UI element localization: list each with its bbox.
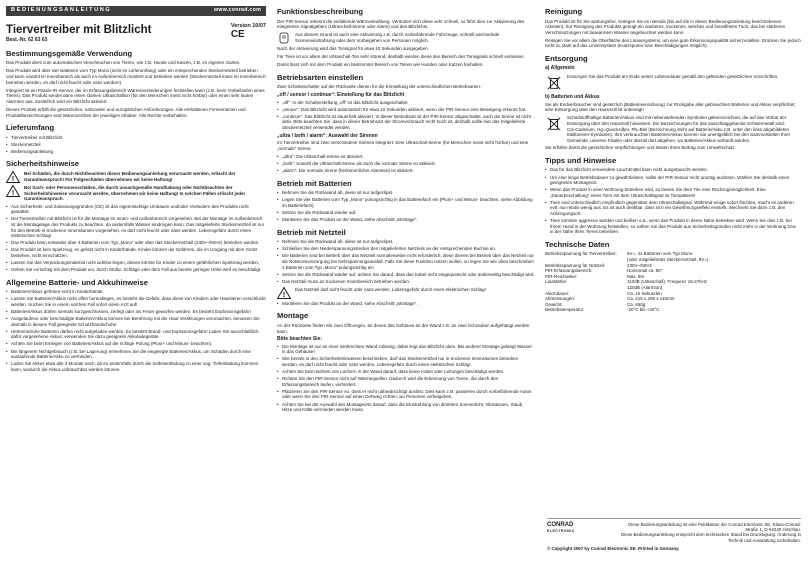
list-item: • Lassen Sie Batterien/Akkus nicht offen herumliegen, es besteht die Gefahr, dass diese von Kindern oder Haustieren verschluckt werden. Suchen Sie in einem solchen Fall sofort einen Arzt auf!	[11, 296, 266, 307]
safety-list	[6, 204, 266, 273]
spec-value: Horizontal ca. 90°	[627, 268, 663, 274]
section-heading: Lieferumfang	[6, 123, 55, 133]
battery-operation-list	[277, 190, 535, 222]
list-item: • Bei längerem Nichtgebrauch (z.B. bei Lagerung) entnehmen Sie die eingelegte Batterien/Akkus, um Schäden durch eine auslaufende Batterie/Akku zu vermeiden.	[11, 349, 266, 360]
warning-icon	[6, 185, 20, 197]
list-item: • Legen Sie vier Batterien vom Typ „Mono“ polungsrichtig in das Batteriefach ein (Plus/+ und Minus/- beachten, siehe Abbildung im Batteriefach).	[282, 197, 535, 208]
paragraph: An der Rückseite finden Sie zwei Öffnungen, an denen das Gehäuse an der Wand z.B. an zwei Schrauben aufgehängt werden kann.	[277, 322, 530, 334]
paragraph: Der PIR-Sensor erkennt die einfallende Wärmestrahlung. Verändert sich diese sehr schnell, so führt dies zur Aktivierung des integrierten Signalgebers (Ultraschall-Sirene oder Alarm) und des Blitzlichts.	[277, 18, 525, 30]
paragraph: Integriert ist ein Passiv-IR-Sensor, der im Erfassungsbereich Wärmeveränderungen feststellen kann (z.B. beim Vorbeilaufen eines Tieres). Das Produkt sendet dann einen starken Ultraschallton (für den Menschen meist nicht hörbar) oder einen sehr lauten Alarmton aus. Zusätzlich wird ein Blitzlicht aktiviert.	[6, 87, 265, 104]
section-heading: Betrieb mit Batterien	[277, 178, 352, 188]
spec-value: Ca. 650g	[627, 301, 646, 307]
subheading: a) Allgemein	[545, 65, 575, 72]
paragraph: Sie als Endverbraucher sind gesetzlich (Batterieverordnung) zur Rückgabe aller gebrauchten Batterien und Akkus verpflichtet; eine Entsorgung über den Hausmüll ist untersagt!	[545, 101, 796, 113]
disposal-text: Entsorgen Sie das Produkt am Ende seiner Lebensdauer gemäß den geltenden gesetzlichen Vorschriften.	[567, 74, 779, 80]
list-item: • Das für das Blitzlicht verwendete Leuchtmittel kann nicht ausgetauscht werden.	[550, 167, 801, 173]
section-heading: Reinigung	[545, 7, 583, 16]
list-item: • Setzen Sie die Rückwand wieder auf.	[282, 210, 535, 216]
list-item: • „off“: In der Schalterstellung „off“ ist das Blitzlicht ausgeschaltet.	[282, 100, 535, 106]
version-label: Version 10/07	[230, 23, 266, 29]
paragraph: Das Produkt wird über vier Batterien vom Typ Mono (nicht im Lieferumfang) oder ein entsprechendes Steckernetzteil betrieben und kann sowohl im Innenbereich als auch im Außenbereich montiert und betrieben werden (Steckernetzteil muss im Innenbereich betrieben werden, es darf nicht feucht oder nass werden!).	[6, 68, 266, 85]
hand-icon	[277, 32, 291, 44]
manual-label: BEDIENUNGSANLEITUNG	[11, 7, 112, 14]
list-item: • Richten Sie den PIR-Sensor nicht auf Wärmequellen. Dadurch wird die Erkennung von Tieren, die durch den Erfassungsbereich laufen, verhindert.	[282, 376, 535, 387]
crossed-bin-icon	[545, 74, 563, 92]
warning-text: Bei Schäden, die durch Nichtbeachten dieser Bedienungsanleitung verursacht werden, erlischt der Garantieanspruch! Für Folgeschäden übernehmen wir keine Haftung!	[24, 170, 236, 182]
spec-key: PIR-Erfassungsbereich:	[545, 268, 593, 274]
section-heading: Technische Daten	[545, 239, 610, 249]
spec-key: PIR-Reichweite:	[545, 273, 578, 279]
spec-value: Ca. 10 Sekunden	[627, 290, 662, 296]
paragraph: Für Tiere ist vor allem der Ultraschall-Ton sehr störend, deshalb werden diese den Bereich des Tonsignals schnell verlassen.	[277, 54, 525, 60]
imprint-text: Diese Bedienungsanleitung ist eine Publikation der Conrad Electronic SE, Klaus-Conrad-Straße 1, D-92240 Hirschau.	[628, 522, 801, 533]
imprint-note: Diese Bedienungsanleitung entspricht dem technischen Stand bei Drucklegung. Änderung in Technik und Ausstattung vorbehalten.	[621, 532, 801, 543]
column-3	[545, 6, 801, 313]
spec-value: 6V=, 4x Batterien vom Typ Mono	[627, 251, 693, 257]
list-item: • Die Batterien sind bei Betrieb über das Netzteil normalerweise nicht erforderlich; diese dienen bei Betrieb über das Netzteil nur als Notstromversorgung bei Netzspannungsausfall. Falls Sie diese Funktion nutzen wollen, so legen Sie wie oben beschrieben 4 Batterien vom Typ „Mono“ polungsrichtig ein.	[282, 253, 535, 270]
spec-value: 110dB (Ultraschall), Frequenz 16-27kHz	[627, 279, 707, 285]
paragraph: Zwei Schiebeschalter auf der Rückseite dienen für die Einstellung der unterschiedlichen Betriebsarten.	[277, 84, 482, 90]
list-item: • Um eine lange Betriebsdauer zu gewährleisten, sollte der PIR-Sensor nicht unnötig auslösen. Wählen Sie deshalb einen geeigneten Montageort.	[550, 175, 801, 186]
list-item: • Montieren Sie das Produkt an der Wand, siehe Abschnitt „Montage“.	[282, 301, 535, 307]
siren-mode-list	[277, 154, 535, 174]
ce-mark-icon: CE	[230, 28, 245, 40]
list-item: • Nehmen Sie die Rückwand ab, diese ist nur aufgeclipst.	[282, 239, 535, 245]
section-heading: Betriebsarten einstellen	[277, 72, 364, 82]
list-item: • Aus Sicherheits- und Zulassungsgründen (CE) ist das eigenmächtige Umbauen und/oder Verändern des Produkts nicht gestattet.	[11, 204, 266, 215]
list-item: • Gehen Sie vorsichtig mit dem Produkt um, durch Stöße, Schläge oder dem Fall aus bereits geringer Höhe wird es beschädigt.	[11, 267, 266, 273]
list-item: • Der Tiervertreiber mit Blitzlicht ist für die Montage im Innen- und Außenbereich vorgesehen. Bei der Montage im Außenbereich ist die Montagelage des Produkts zu beachten, da andernfalls Wasser eindringen kann. Das mitgelieferte Steckernetzteil ist nur für den Betrieb in trockenen Innenräumen vorgesehen, es darf nicht feucht oder nass werden, Lebensgefahr durch einen elektrischen Schlag!	[11, 216, 266, 238]
column-1	[6, 6, 266, 375]
battery-disposal-text: Schadstoffhaltige Batterien/Akkus sind mit nebenstehenden Symbolen gekennzeichnet, die auf das Verbot der Entsorgung über den Hausmüll hinweisen. Die Bezeichnungen für das ausschlaggebende Schwermetall sind: Cd=Cadmium, Hg=Quecksilber, Pb=Blei (Bezeichnung steht auf Batterie/Akku z.B. unter den links abgebildeten Mülltonnen-Symbolen). Ihre verbrauchten Batterien/Akkus können Sie unentgeltlich bei den Sammelstellen Ihrer Gemeinde, unseren Filialen oder überall dort abgeben, wo Batterien/Akkus verkauft werden.	[567, 115, 791, 143]
list-item: • Ausgelaufene oder beschädigte Batterien/Akkus können bei Berührung mit der Haut Verätzungen verursachen, benutzen Sie deshalb in diesem Fall geeignete Schutzhandschuhe.	[11, 316, 266, 327]
warning-block	[6, 171, 266, 183]
flash-mode-list	[277, 100, 535, 131]
spec-table	[545, 251, 801, 313]
spec-row	[545, 307, 801, 313]
spec-value: 230V~/50Hz	[627, 262, 652, 268]
logo-subtext: ELECTRONIC	[547, 529, 575, 533]
list-item: • Bedienungsanleitung	[11, 149, 266, 155]
spec-value: 120dB (Alarmton)	[627, 285, 663, 290]
paragraph: Das Produkt dient zum automatischen Verscheuchen von Tieren, wie z.B. Hunde und Katzen, z.B. im eigenen Garten.	[6, 60, 241, 66]
paragraph: Nach der Aktivierung wird das Tonsignal für etwa 10 Sekunden ausgegeben.	[277, 46, 430, 52]
list-item: • Montieren Sie das Produkt an der Wand, siehe Abschnitt „Montage“.	[282, 217, 535, 223]
list-item: • Wenn das Produkt in einer Wohnung betrieben wird, so lassen Sie dem Tier eine Rückzugsmöglichkeit. Eine „Dauerbeschallung“ eines Tiers mit dem Ultraschallsignal ist Tierquälerei!	[550, 187, 801, 198]
website-link[interactable]: www.conrad.com	[214, 7, 261, 14]
power-supply-list	[277, 239, 535, 284]
footer	[547, 518, 801, 551]
warning-text: Das Netzteil darf nicht feucht oder nass werden, Lebensgefahr durch einen elektrischen Schlag!	[295, 286, 486, 292]
list-item: • Platzieren Sie den PIR-Sensor so, dass er nicht unbeabsichtigt auslöst. Dies kann z.B. passieren durch vorbeifahrende Autos oder wenn Sie den PIR-Sensor auf einen Gehweg richten, wo Personen vorbeigehen.	[282, 389, 535, 400]
warning-icon	[6, 171, 20, 183]
spec-value: Max. 8m	[627, 273, 645, 279]
order-number: Best.-Nr. 62 63 63	[6, 37, 48, 44]
crossed-bin-icon	[545, 115, 563, 133]
section-heading: Sicherheitshinweise	[6, 159, 80, 169]
list-item: • Achten Sie beim Einlegen von Batterien/Akkus auf die richtige Polung (Plus/+ und Minus/- beachten).	[11, 341, 266, 347]
column-2	[277, 6, 535, 415]
paragraph: Im Tiervertreiber sind zwei verschiedene Sirenen integriert: Eine Ultraschall-Sirene (für Menschen meist nicht hörbar) und eine „normale“ Sirene.	[277, 140, 529, 151]
spec-value: -20°C bis +40°C	[627, 307, 660, 313]
paragraph: Das Produkt ist für Sie wartungsfrei, zerlegen Sie es niemals (bis auf die in dieser Bedienungsanleitung beschriebenen Arbeiten). Zur Reinigung des Produkts genügt ein sauberes, trockenes, weiches und fusselfreies Tuch, das bei stärkeren Verschmutzungen mit lauwarmem Wasser angefeuchtet werden kann.	[545, 18, 786, 35]
tips-list	[545, 167, 801, 235]
svg-text:!: !	[11, 189, 15, 197]
copyright: © Copyright 2007 by Conrad Electronic SE. Printed in Germany.	[547, 545, 680, 551]
section-heading: Betrieb mit Netzteil	[277, 227, 346, 237]
conrad-logo	[547, 522, 575, 534]
subheading: „off / sensor / continue“: Einstellung für das Blitzlicht	[277, 92, 405, 99]
list-item: • Tiere sind unterschiedlich empfindlich gegenüber dem Ultraschallsignal. Während einige sofort flüchten, macht es anderen evtl. nur relativ wenig aus. Es ist auch denkbar, dass sich ein Gewöhnungseffekt einstellt. Wechseln Sie dann z.B. den Anbringungsort.	[550, 200, 801, 217]
list-item: • Laden Sie Akkus etwa alle 3 Monate nach, da es andernfalls durch die Selbstentladung zu einer sog. Tiefentladung kommen kann, wodurch die Akkus unbrauchbar werden können.	[11, 361, 266, 372]
battery-list	[6, 289, 266, 372]
list-item: • „continue“: Das Blitzlicht ist dauerhaft aktiviert. In dieser Betriebsart ist der PIR-Sensor abgeschaltet, auch die Sirene ist nicht aktiv. Bitte beachten Sie, dass in dieser Betriebsart der Stromverbrauch recht hoch ist, deshalb sollte hier das mitgelieferte Steckernetzteil verwendet werden.	[282, 114, 535, 131]
list-item: • „ultra“: Die Ultraschall-Sirene ist aktiviert.	[282, 154, 535, 160]
subheading: Bitte beachten Sie:	[277, 336, 323, 343]
section-heading: Tipps und Hinweise	[545, 155, 617, 165]
paragraph: Dieses Produkt erfüllt die gesetzlichen, nationalen und europäischen Anforderungen. Alle enthaltenen Firmennamen und Produktbezeichnungen sind Warenzeichen der jeweiligen Inhaber. Alle Rechte vorbehalten.	[6, 106, 246, 118]
disposal-block	[545, 74, 801, 92]
list-item: • Lassen Sie das Verpackungsmaterial nicht achtlos liegen, dieses könnte für Kinder zu einem gefährlichen Spielzeug werden.	[11, 260, 266, 266]
battery-disposal-block	[545, 115, 801, 143]
power-supply-list-end	[277, 301, 535, 307]
section-heading: Allgemeine Batterie- und Akkuhinweise	[6, 277, 148, 287]
spec-key: Betriebsspannung für Netzteil:	[545, 262, 606, 268]
list-item: • „alarm“: Die normale Sirene (herkömmlicher Alarmton) ist aktiviert.	[282, 168, 535, 174]
list-item: • Wie bereits in den Sicherheitshinweisen beschrieben, darf das Steckernetzteil nur in trockenen Innenräumen betrieben werden, es darf nicht feucht oder nass werden, Lebensgefahr durch einen elektrischen Schlag!	[282, 356, 535, 367]
list-item: • Nehmen Sie die Rückwand ab, diese ist nur aufgeclipst.	[282, 190, 535, 196]
list-item: • Achten Sie bei der Auswahl des Montageorts darauf, dass die Einstrahlung von direktem Sonnenlicht, Vibrationen, Staub, Hitze und Kälte vermieden werden muss.	[282, 402, 535, 413]
spec-value: Ca. 215 x 205 x 110mm	[627, 296, 675, 302]
list-item: • Achten Sie beim Bohren von Löchern in der Wand darauf, dass keine Kabel oder Leitungen beschädigt werden.	[282, 369, 535, 375]
warning-text: Bei Sach- oder Personenschäden, die durch unsachgemäße Handhabung oder Nichtbeachten der Sicherheitshinweise verursacht werden, übernehmen wir keine Haftung! In solchen Fällen erlischt jeder Garantieanspruch.	[24, 184, 246, 202]
list-item: • Batterien/Akkus gehören nicht in Kinderhände.	[11, 289, 266, 295]
list-item: • Das Produkt kann entweder über 4 Batterien vom Typ „Mono“ oder über das Steckernetzteil (230V~/50Hz) betrieben werden.	[11, 240, 266, 246]
spec-key: Betriebstemperatur:	[545, 307, 585, 313]
svg-text:!: !	[282, 291, 286, 299]
spec-value: (oder mitgeliefertes Steckernetzteil, 9V=)	[627, 257, 709, 263]
list-item: • „both“: Sowohl die Ultraschall-Sirene als auch die normale Sirene ist aktiviert.	[282, 161, 535, 167]
hint-text: Aus diesem Grund ist auch eine Aktivierung z.B. durch vorbeifahrende Fahrzeuge, schnell wechselnde Sonneneinstrahlung oder dem Vorbeigehen von Personen möglich.	[295, 32, 500, 43]
paragraph: Sie erfüllen damit die gesetzlichen Verpflichtungen und leisten Ihren Beitrag zum Umweltschutz.	[545, 145, 736, 151]
header-banner	[6, 6, 266, 16]
spec-key: Abmessungen:	[545, 296, 576, 302]
list-item: • „sensor“: Das Blitzlicht wird automatisch für etwa 10 Sekunden aktiviert, wenn der PIR-Sensor eine Bewegung erkannt hat.	[282, 107, 535, 113]
section-heading: Bestimmungsgemäße Verwendung	[6, 48, 133, 58]
section-heading: Funktionsbeschreibung	[277, 7, 364, 16]
spec-key: Gewicht:	[545, 301, 563, 307]
subheading: „ultra / both / alarm“: Auswahl der Sirenen	[277, 132, 378, 139]
logo-text: CONRAD	[547, 522, 574, 528]
list-item: • Schließen Sie den Niederspannungsstecker des mitgelieferten Netzteils an der entsprechenden Buchse an.	[282, 246, 535, 252]
paragraph: Reinigen Sie vor allem die Oberfläche des Linsensystems, um eine gute Erkennungsqualität sicherzustellen. Drücken Sie jedoch nicht zu stark auf das Linsensystem (Kratzspuren bzw. Beschädigungen möglich).	[545, 37, 801, 49]
list-item: • Die Montage ist nur an einer senkrechten Wand zulässig; dabei liegt das Blitzlicht oben. Bei anderer Montage gelangt Wasser in das Gehäuse!	[282, 344, 535, 355]
list-item: • Tiervertreiber mit Blitzlicht	[11, 135, 266, 141]
section-heading: Montage	[277, 311, 309, 321]
subheading: b) Batterien und Akkus	[545, 94, 600, 101]
warning-icon	[277, 287, 291, 299]
list-item: • Tiere könnten aggressiv werden und beißen o.ä., wenn das Produkt in deren Nähe betrieben wird. Wenn Sie dies z.B. bei Ihrem Hund in der Wohnung feststellen, so sollten Sie das Produkt aus Sicherheitsgründen nicht mehr in der Wohnung bzw. in der Nähe Ihres Tieres betreiben.	[550, 218, 801, 235]
list-item: • Batterien/Akkus dürfen niemals kurzgeschlossen, zerlegt oder ins Feuer geworfen werden. Es besteht Explosionsgefahr!	[11, 309, 266, 315]
list-item: • Setzen Sie die Rückwand wieder auf, achten Sie darauf, dass das Kabel nicht eingequetscht oder anderweitig beschädigt wird.	[282, 272, 535, 278]
paragraph: Damit lässt sich mit dem Produkt ein bestimmter Bereich von Tieren wie Hunden oder Katzen freihalten.	[277, 62, 484, 68]
spec-key: Lautstärke:	[545, 279, 568, 285]
warning-block	[6, 185, 266, 202]
document-title: Tiervertreiber mit Blitzlicht	[6, 24, 152, 36]
svg-text:!: !	[11, 175, 15, 183]
list-item: • Steckernetzteil	[11, 142, 266, 148]
list-item: • Das Produkt ist kein Spielzeug, es gehört nicht in Kinderhände. Kinder können die Gefahren, die im Umgang mit dem Gerät bestehen, nicht einschätzen.	[11, 247, 266, 258]
spec-key: Betriebsspannung für Tiervertreiber:	[545, 251, 617, 257]
hint-block	[277, 32, 535, 44]
list-item: • Das Netzteil muss an trockenen Innenbereich betrieben werden.	[282, 279, 535, 285]
warning-block	[277, 287, 535, 299]
scope-list	[6, 135, 266, 155]
spec-key: Alarmdauer:	[545, 290, 570, 296]
section-heading: Entsorgung	[545, 53, 588, 63]
list-item: • Herkömmliche Batterien dürfen nicht aufgeladen werden. Es besteht Brand- und Explosionsgefahr! Laden Sie ausschließlich dafür vorgesehene Akkus; verwenden Sie dazu geeignete Akkuladegeräte.	[11, 329, 266, 340]
mounting-list	[277, 344, 535, 413]
